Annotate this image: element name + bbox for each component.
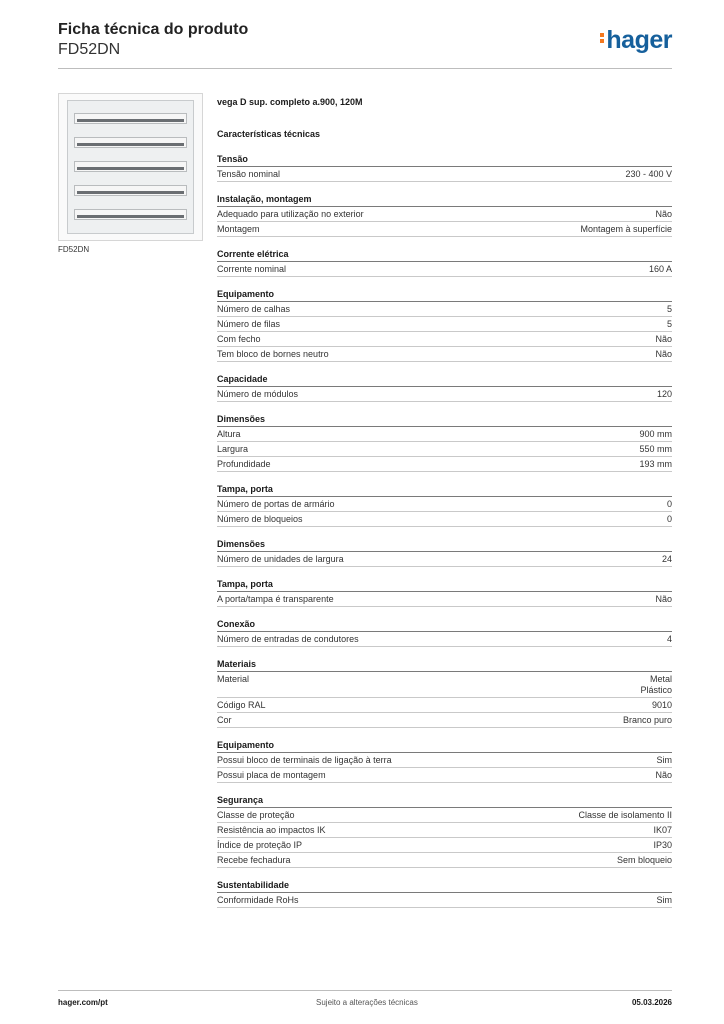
spec-label: Possui bloco de terminais de ligação à terra: [217, 754, 392, 765]
spec-label: Tensão nominal: [217, 168, 281, 179]
spec-section: [217, 878, 672, 908]
spec-value: [617, 855, 672, 866]
page-header: [58, 20, 248, 60]
spec-label: Número de unidades de largura: [217, 553, 344, 564]
spec-value-line: 900 mm: [639, 428, 672, 439]
spec-value: [653, 840, 672, 851]
spec-value: [655, 334, 672, 345]
spec-row: [217, 808, 672, 823]
spec-value: [667, 634, 672, 645]
section-title: Tensão: [217, 152, 672, 167]
spec-value-line: Montagem à superfície: [580, 223, 672, 234]
spec-value: [667, 514, 672, 525]
spec-value-line: Classe de isolamento II: [578, 809, 672, 820]
product-code: FD52DN: [58, 41, 121, 58]
spec-label: Largura: [217, 443, 249, 454]
spec-label: Número de entradas de condutores: [217, 633, 359, 644]
spec-label: Recebe fechadura: [217, 854, 291, 865]
spec-value-line: Sim: [656, 894, 672, 905]
spec-row: [217, 753, 672, 768]
spec-value: [639, 444, 672, 455]
section-title: Capacidade: [217, 372, 672, 387]
spec-value: [639, 429, 672, 440]
spec-value-line: Não: [655, 593, 672, 604]
spec-value-line: IP30: [653, 839, 672, 850]
spec-value-line: Não: [655, 208, 672, 219]
spec-label: Índice de proteção IP: [217, 839, 303, 850]
section-title: Dimensões: [217, 412, 672, 427]
spec-section: [217, 192, 672, 237]
spec-row: [217, 497, 672, 512]
spec-section: [217, 537, 672, 567]
spec-value: [639, 459, 672, 470]
spec-row: [217, 317, 672, 332]
spec-value: [655, 349, 672, 360]
section-title: Tampa, porta: [217, 577, 672, 592]
spec-sections: [217, 152, 672, 908]
section-title: Corrente elétrica: [217, 247, 672, 262]
spec-label: Número de portas de armário: [217, 498, 335, 509]
spec-value-line: IK07: [653, 824, 672, 835]
spec-row: [217, 347, 672, 362]
spec-section: [217, 287, 672, 362]
spec-value: [667, 319, 672, 330]
hager-logo: [600, 26, 672, 55]
section-title: Equipamento: [217, 738, 672, 753]
spec-value-line: 120: [656, 388, 672, 399]
spec-value-line: Não: [655, 333, 672, 344]
spec-value: [649, 264, 672, 275]
spec-value-line: 5: [666, 303, 672, 314]
spec-row: [217, 302, 672, 317]
logo-text: hager: [606, 26, 672, 54]
spec-value: [662, 554, 672, 565]
section-title: Tampa, porta: [217, 482, 672, 497]
section-title: Materiais: [217, 657, 672, 672]
footer-notice: Sujeito a alterações técnicas: [316, 998, 418, 1007]
spec-value-line: Branco puro: [622, 714, 672, 725]
footer-divider: [58, 990, 672, 991]
spec-value-line: 550 mm: [639, 443, 672, 454]
spec-row: [217, 713, 672, 728]
footer-website-link[interactable]: hager.com/pt: [58, 998, 108, 1007]
spec-row: [217, 332, 672, 347]
spec-label: Possui placa de montagem: [217, 769, 326, 780]
spec-row: [217, 512, 672, 527]
spec-row: [217, 823, 672, 838]
cabinet-illustration: [67, 100, 194, 234]
spec-row: [217, 672, 672, 698]
spec-section: [217, 247, 672, 277]
spec-label: Profundidade: [217, 458, 271, 469]
spec-value-line: Sim: [656, 754, 672, 765]
spec-label: Número de bloqueios: [217, 513, 303, 524]
spec-value-line: Não: [655, 348, 672, 359]
spec-value-line: 193 mm: [639, 458, 672, 469]
page-title: Ficha técnica do produto: [58, 21, 249, 38]
spec-value: [623, 715, 672, 726]
spec-row: [217, 222, 672, 237]
spec-value: [667, 304, 672, 315]
spec-label: Com fecho: [217, 333, 261, 344]
section-title: Segurança: [217, 793, 672, 808]
spec-label: Montagem: [217, 223, 260, 234]
spec-value: [578, 810, 672, 821]
spec-row: [217, 838, 672, 853]
spec-label: Número de filas: [217, 318, 281, 329]
product-image: [58, 93, 203, 241]
spec-row: [217, 207, 672, 222]
spec-value: [667, 499, 672, 510]
spec-row: [217, 552, 672, 567]
spec-value-line: 5: [666, 318, 672, 329]
spec-value: [580, 224, 672, 235]
spec-row: [217, 893, 672, 908]
spec-value: [657, 389, 672, 400]
spec-label: Adequado para utilização no exterior: [217, 208, 364, 219]
spec-row: [217, 632, 672, 647]
spec-row: [217, 387, 672, 402]
spec-row: [217, 592, 672, 607]
spec-label: Corrente nominal: [217, 263, 287, 274]
spec-value: [640, 674, 672, 696]
spec-row: [217, 262, 672, 277]
spec-value-line: 230 - 400 V: [625, 168, 672, 179]
spec-label: Classe de proteção: [217, 809, 295, 820]
section-title: Sustentabilidade: [217, 878, 672, 893]
spec-label: Cor: [217, 714, 232, 725]
spec-value-line: 24: [661, 553, 672, 564]
product-name: vega D sup. completo a.900, 120M: [217, 97, 363, 107]
spec-value-line: Plástico: [640, 684, 672, 695]
spec-label: A porta/tampa é transparente: [217, 593, 334, 604]
image-caption: FD52DN: [58, 245, 90, 254]
spec-value: [653, 825, 672, 836]
spec-section: [217, 657, 672, 728]
spec-value: [655, 770, 672, 781]
spec-section: [217, 617, 672, 647]
spec-value-line: 160 A: [648, 263, 672, 274]
spec-value: [625, 169, 672, 180]
spec-row: [217, 167, 672, 182]
spec-section: [217, 793, 672, 868]
spec-section: [217, 738, 672, 783]
spec-value: [655, 594, 672, 605]
spec-value: [652, 700, 672, 711]
spec-section: [217, 482, 672, 527]
spec-row: [217, 457, 672, 472]
spec-value-line: 0: [666, 513, 672, 524]
spec-section: [217, 152, 672, 182]
spec-section: [217, 372, 672, 402]
section-title: Conexão: [217, 617, 672, 632]
spec-label: Material: [217, 673, 250, 684]
spec-value-line: Não: [655, 769, 672, 780]
spec-value-line: Metal: [649, 673, 672, 684]
spec-label: Tem bloco de bornes neutro: [217, 348, 329, 359]
section-title: Instalação, montagem: [217, 192, 672, 207]
spec-row: [217, 853, 672, 868]
spec-label: Número de módulos: [217, 388, 299, 399]
spec-value: [657, 895, 673, 906]
spec-value: [657, 755, 673, 766]
spec-section: [217, 577, 672, 607]
spec-row: [217, 442, 672, 457]
spec-label: Resistência ao impactos IK: [217, 824, 326, 835]
section-title: Equipamento: [217, 287, 672, 302]
spec-value: [655, 209, 672, 220]
section-title: Dimensões: [217, 537, 672, 552]
spec-row: [217, 698, 672, 713]
tech-heading: Características técnicas: [217, 129, 321, 139]
spec-label: Código RAL: [217, 699, 266, 710]
logo-dots-icon: [600, 31, 604, 45]
spec-value-line: Sem bloqueio: [616, 854, 672, 865]
spec-row: [217, 768, 672, 783]
spec-row: [217, 427, 672, 442]
spec-label: Altura: [217, 428, 241, 439]
spec-content: [217, 95, 672, 918]
spec-value-line: 0: [666, 498, 672, 509]
header-divider: [58, 68, 672, 69]
spec-label: Número de calhas: [217, 303, 291, 314]
footer-date: 05.03.2026: [631, 998, 672, 1007]
spec-label: Conformidade RoHs: [217, 894, 299, 905]
spec-value-line: 9010: [651, 699, 672, 710]
spec-section: [217, 412, 672, 472]
spec-value-line: 4: [666, 633, 672, 644]
